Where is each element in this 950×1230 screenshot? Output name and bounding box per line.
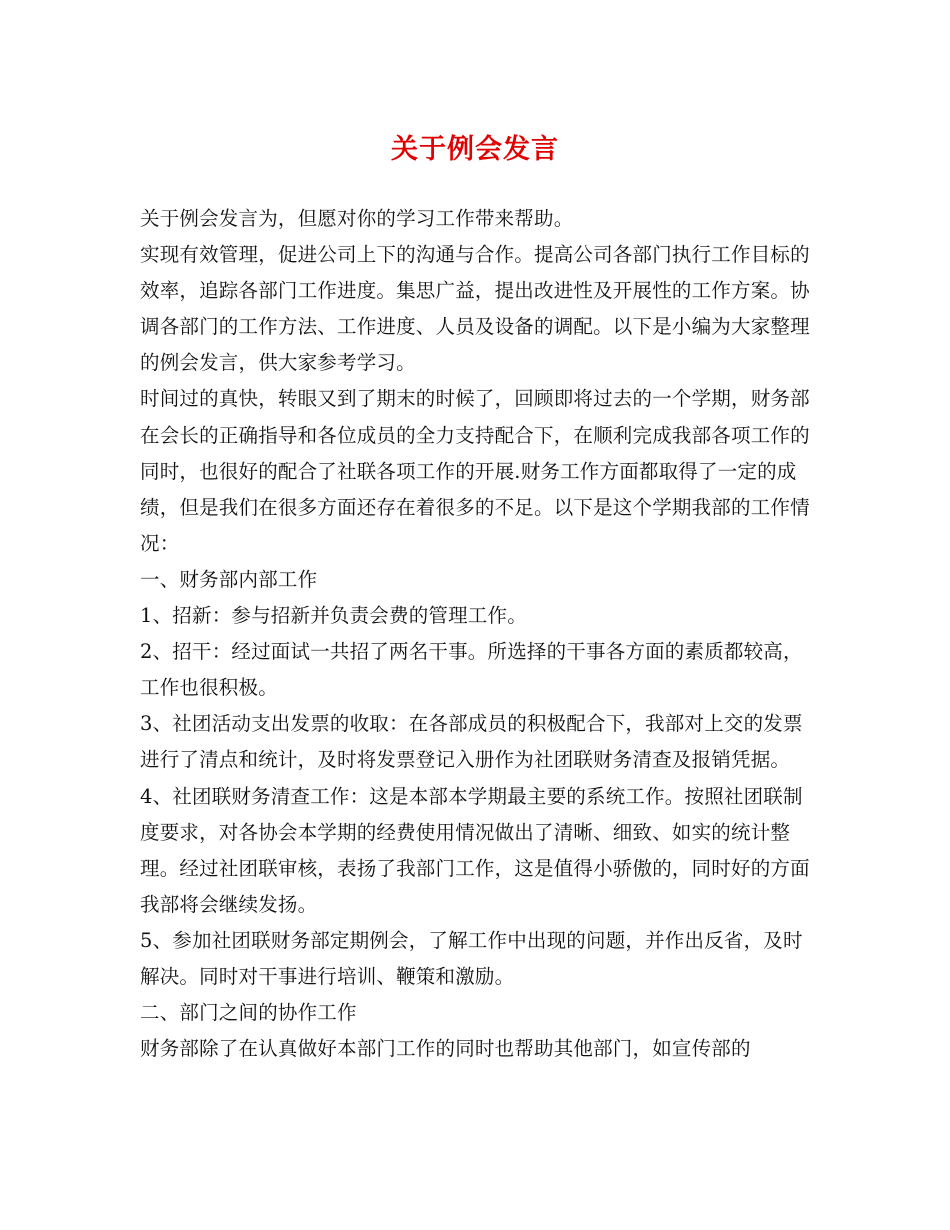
list-item-invoice-collection: 3、社团活动支出发票的收取：在各部成员的积极配合下，我部对上交的发票进行了清点和统计，及时将发票登记入册作为社团联财务清查及报销凭据。 — [140, 712, 803, 772]
paragraph-cooperation: 财务部除了在认真做好本部门工作的同时也帮助其他部门，如宣传部的 — [140, 1037, 751, 1061]
list-item-recruitment: 1、招新：参与招新并负责会费的管理工作。 — [140, 604, 527, 628]
document-title: 关于例会发言 — [391, 134, 559, 165]
list-item-regular-meetings: 5、参加社团联财务部定期例会，了解工作中出现的问题，并作出反省，及时解决。同时对干事进行培训、鞭策和激励。 — [140, 928, 803, 988]
paragraph-purpose: 实现有效管理，促进公司上下的沟通与合作。提高公司各部门执行工作目标的效率，追踪各部门工作进度。集思广益，提出改进性及开展性的工作方案。协调各部门的工作方法、工作进度、人员及设备的调配。以下是小编为大家整理的例会发言，供大家参考学习。 — [140, 243, 810, 375]
document-body — [140, 201, 812, 1067]
list-item-staff-hiring: 2、招干：经过面试一共招了两名干事。所选择的干事各方面的素质都较高，工作也很积极。 — [140, 640, 803, 700]
section-heading-cooperation: 二、部门之间的协作工作 — [140, 1001, 357, 1025]
section-heading-internal-work: 一、财务部内部工作 — [140, 567, 318, 591]
paragraph-intro: 关于例会发言为，但愿对你的学习工作带来帮助。 — [140, 207, 574, 230]
list-item-financial-audit: 4、社团联财务清查工作：这是本部本学期最主要的系统工作。按照社团联制度要求，对各协会本学期的经费使用情况做出了清晰、细致、如实的统计整理。经过社团联审核，表扬了我部门工作，这是值得小骄傲的，同时好的方面我部将会继续发扬。 — [140, 784, 810, 916]
paragraph-review: 时间过的真快，转眼又到了期末的时候了，回顾即将过去的一个学期，财务部在会长的正确指导和各位成员的全力支持配合下，在顺利完成我部各项工作的同时，也很好的配合了社联各项工作的开展.财务工作方面都取得了一定的成绩，但是我们在很多方面还存在着很多的不足。以下是这个学期我部的工作情况： — [140, 387, 810, 555]
